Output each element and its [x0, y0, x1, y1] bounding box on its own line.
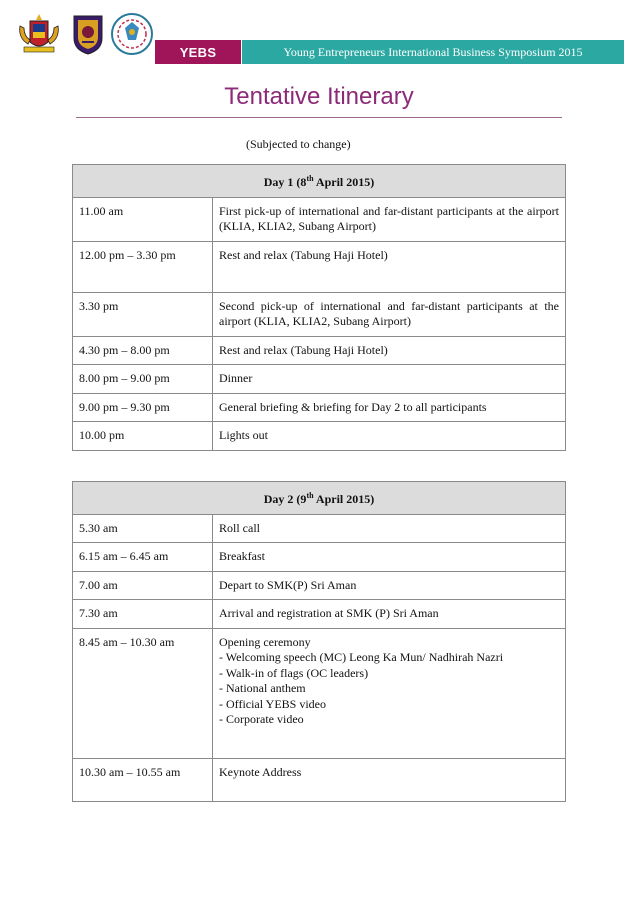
- time-cell: 3.30 pm: [73, 292, 213, 336]
- list-item: - Walk-in of flags (OC leaders): [219, 665, 369, 680]
- activity-cell: Dinner: [213, 365, 566, 394]
- table-row: [73, 543, 566, 572]
- list-item: - Welcoming speech (MC) Leong Ka Mun/ Nadhirah Nazri: [219, 650, 504, 664]
- table-row: [73, 336, 566, 365]
- time-cell: 8.45 am – 10.30 am: [73, 628, 213, 758]
- time-cell: 5.30 am: [73, 514, 213, 543]
- day1-header-row: [73, 165, 566, 198]
- table-row: [73, 514, 566, 543]
- time-cell: 7.30 am: [73, 600, 213, 629]
- activity-cell: Lights out: [213, 422, 566, 451]
- time-cell: 7.00 am: [73, 571, 213, 600]
- activity-cell: Keynote Address: [213, 758, 566, 801]
- table-row: [73, 197, 566, 241]
- activity-cell: Second pick-up of international and far-distant participants at the airport (KLIA, KLIA2, Subang Airport): [213, 292, 566, 336]
- time-cell: 6.15 am – 6.45 am: [73, 543, 213, 572]
- time-cell: 10.00 pm: [73, 422, 213, 451]
- time-cell: 9.00 pm – 9.30 pm: [73, 393, 213, 422]
- day2-heading: Day 2 (9th April 2015): [73, 482, 566, 515]
- table-row: [73, 422, 566, 451]
- change-note: (Subjected to change): [246, 137, 351, 151]
- activity-cell: Arrival and registration at SMK (P) Sri Aman: [213, 600, 566, 629]
- time-cell: 4.30 pm – 8.00 pm: [73, 336, 213, 365]
- time-cell: 10.30 am – 10.55 am: [73, 758, 213, 801]
- activity-cell: Depart to SMK(P) Sri Aman: [213, 571, 566, 600]
- yebs-banner: YEBS: [155, 40, 241, 64]
- title-divider: [76, 117, 562, 118]
- symposium-title-banner: Young Entrepreneurs International Business Symposium 2015: [242, 40, 624, 64]
- activity-cell: First pick-up of international and far-distant participants at the airport (KLIA, KLIA2, Subang Airport): [213, 197, 566, 241]
- day2-header-row: [73, 482, 566, 515]
- activity-cell: Rest and relax (Tabung Haji Hotel): [213, 336, 566, 365]
- page-title: Tentative Itinerary: [224, 83, 414, 110]
- table-row: [73, 292, 566, 336]
- table-row: [73, 393, 566, 422]
- table-row: [73, 365, 566, 394]
- malaysia-coat-of-arms-icon: [16, 12, 62, 56]
- day2-table: [72, 481, 566, 802]
- table-row: [73, 241, 566, 292]
- circular-emblem-icon: [110, 12, 154, 56]
- activity-cell: Rest and relax (Tabung Haji Hotel): [213, 241, 566, 292]
- list-item: - National anthem: [219, 681, 306, 695]
- table-row: [73, 758, 566, 801]
- table-row: [73, 571, 566, 600]
- activity-cell: General briefing & briefing for Day 2 to all participants: [213, 393, 566, 422]
- table-row: [73, 628, 566, 758]
- day1-heading: Day 1 (8th April 2015): [73, 165, 566, 198]
- time-cell: 11.00 am: [73, 197, 213, 241]
- header-logos: [16, 12, 156, 58]
- day1-table: [72, 164, 566, 451]
- activity-cell: [213, 628, 566, 758]
- list-item: - Official YEBS video: [219, 696, 326, 711]
- school-crest-icon: [68, 12, 108, 56]
- activity-cell: Breakfast: [213, 543, 566, 572]
- activity-cell: Roll call: [213, 514, 566, 543]
- list-item: - Corporate video: [219, 712, 304, 726]
- time-cell: 8.00 pm – 9.00 pm: [73, 365, 213, 394]
- table-row: [73, 600, 566, 629]
- time-cell: 12.00 pm – 3.30 pm: [73, 241, 213, 292]
- activity-title: Opening ceremony: [219, 634, 311, 649]
